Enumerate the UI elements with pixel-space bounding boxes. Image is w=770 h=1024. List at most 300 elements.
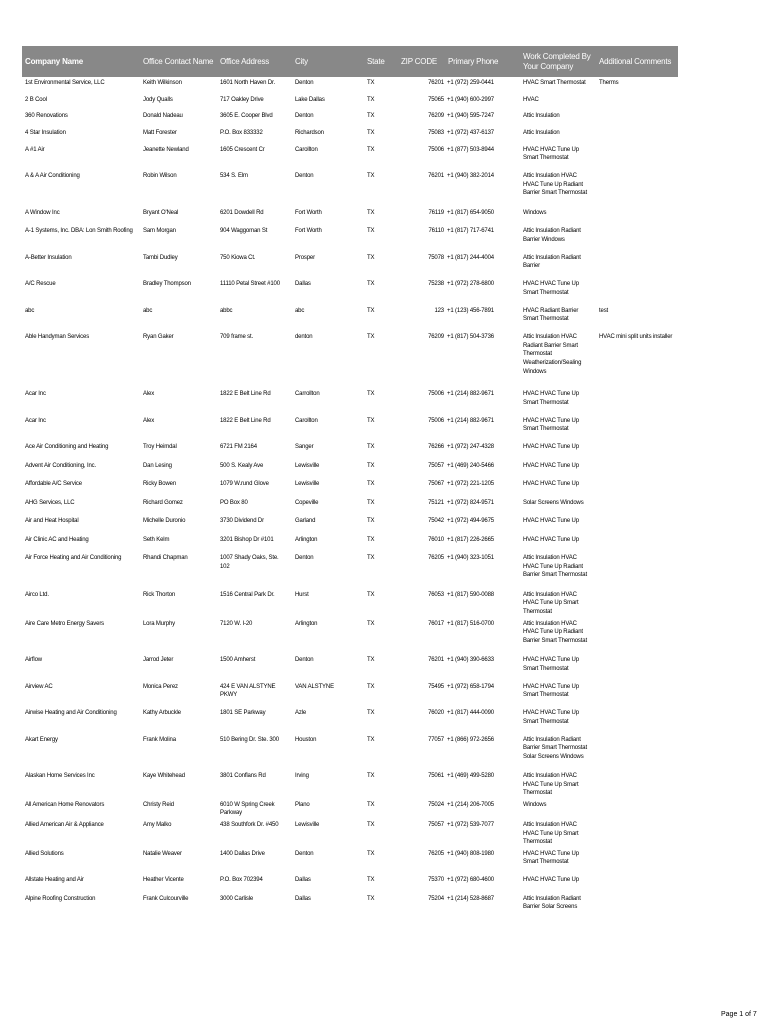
cell-city: Dallas	[295, 877, 311, 884]
cell-phone: +1 (817) 226-2665	[447, 536, 494, 543]
cell-work: HVAC HVAC Tune Up Smart Thermostat	[523, 281, 579, 296]
cell-comments	[596, 225, 678, 252]
cell-company: Airview AC	[25, 683, 53, 690]
cell-work: Attic Insulation HVAC HVAC Tune Up Smart Thermostat	[523, 773, 579, 797]
cell-city: Houston	[295, 736, 317, 743]
table-row	[22, 534, 678, 553]
cell-company: Airflow	[25, 657, 42, 664]
table-body	[22, 77, 678, 919]
cell-phone: +1 (817) 444-0090	[447, 710, 494, 717]
cell-zip: 76266	[428, 444, 444, 451]
cell-company: Allstate Heating and Air	[25, 877, 84, 884]
cell-phone: +1 (817) 590-0088	[447, 591, 494, 598]
cell-city: Dallas	[295, 281, 311, 288]
cell-state: TX	[367, 518, 375, 525]
cell-company: A-1 Systems, Inc. DBA: Lon Smith Roofing	[25, 228, 133, 235]
cell-phone: +1 (877) 503-8944	[447, 146, 494, 153]
cell-state: TX	[367, 173, 375, 180]
cell-phone: +1 (940) 323-1051	[447, 555, 494, 562]
cell-city: Dallas	[295, 895, 311, 902]
cell-company: A & A Air Conditioning	[25, 173, 80, 180]
cell-address: 3000 Carlisle	[220, 895, 254, 902]
cell-state: TX	[367, 773, 375, 780]
cell-comments	[596, 589, 678, 618]
cell-state: TX	[367, 391, 375, 398]
cell-work: Attic Insulation HVAC HVAC Tune Up Smart Thermostat	[523, 591, 579, 615]
cell-work: Solar Screens Windows	[523, 499, 584, 506]
header-phone: Primary Phone	[445, 46, 520, 77]
cell-zip: 75057	[428, 462, 444, 469]
cell-company: 1st Environmental Service, LLC	[25, 80, 105, 86]
cell-company: Airwise Heating and Air Conditioning	[25, 710, 117, 717]
cell-comments	[596, 94, 678, 111]
cell-state: TX	[367, 228, 375, 235]
cell-phone: +1 (866) 972-2656	[447, 736, 494, 743]
cell-work: HVAC Smart Thermostat	[523, 80, 586, 86]
cell-phone: +1 (214) 528-8687	[447, 895, 494, 902]
cell-contact: Rick Thorton	[143, 591, 176, 598]
cell-work: HVAC	[523, 96, 539, 103]
cell-address: 424 E VAN ALSTYNE PKWY	[220, 683, 276, 699]
cell-work: HVAC HVAC Tune Up	[523, 462, 579, 469]
cell-work: Attic Insulation Radiant Barrier	[523, 254, 581, 270]
cell-company: Alpine Roofing Construction	[25, 895, 96, 902]
cell-city: Denton	[295, 80, 314, 86]
cell-address: PO Box 80	[220, 499, 248, 506]
cell-phone: +1 (123) 456-7891	[447, 307, 494, 314]
cell-city: Fort Worth	[295, 209, 322, 216]
cell-zip: 75061	[428, 773, 444, 780]
cell-company: A-Better Insulation	[25, 254, 72, 261]
cell-address: 3605 E. Cooper Blvd	[220, 113, 273, 120]
table-row	[22, 110, 678, 127]
cell-work: HVAC HVAC Tune Up	[523, 444, 579, 451]
table-row	[22, 819, 678, 848]
cell-phone: +1 (972) 539-7077	[447, 822, 494, 828]
cell-comments	[596, 415, 678, 442]
cell-zip: 76053	[428, 591, 444, 598]
cell-state: TX	[367, 281, 375, 288]
cell-contact: Ricky Bowen	[143, 481, 177, 488]
cell-work: Windows	[523, 209, 547, 216]
cell-comments	[596, 515, 678, 534]
cell-company: All American Home Renovators	[25, 801, 105, 808]
contractor-table-sheet	[22, 46, 678, 919]
cell-address: 1400 Dallas Drive	[220, 850, 265, 857]
cell-address: P.O. Box 833332	[220, 130, 263, 137]
cell-zip: 76201	[428, 80, 444, 86]
cell-city: Prosper	[295, 254, 315, 261]
contractor-table	[22, 46, 678, 919]
cell-state: TX	[367, 80, 375, 86]
cell-address: 717 Oakley Drive	[220, 96, 264, 103]
cell-zip: 76205	[428, 850, 444, 857]
cell-city: Denton	[295, 657, 314, 664]
cell-city: Lewisville	[295, 462, 320, 469]
cell-comments	[596, 441, 678, 460]
cell-company: Airco Ltd.	[25, 591, 49, 598]
cell-company: Advent Air Conditioning, Inc.	[25, 462, 97, 469]
cell-contact: Troy Heimdal	[143, 444, 177, 451]
cell-company: Acar Inc	[25, 417, 46, 424]
cell-company: AHG Services, LLC	[25, 499, 75, 506]
cell-zip: 75006	[428, 146, 444, 153]
cell-comments	[596, 819, 678, 848]
cell-comments	[596, 497, 678, 516]
cell-address: 6201 Dowdell Rd	[220, 209, 264, 216]
cell-contact: abc	[143, 307, 153, 314]
cell-work: Attic Insulation HVAC HVAC Tune Up Radiant Barrier Smart Thermostat	[523, 173, 587, 197]
cell-zip: 76110	[428, 228, 444, 235]
cell-company: Affordable A/C Service	[25, 481, 82, 488]
cell-address: abbc	[220, 307, 233, 314]
cell-city: Carollton	[295, 417, 318, 424]
cell-comments	[596, 618, 678, 655]
cell-zip: 75006	[428, 391, 444, 398]
cell-state: TX	[367, 736, 375, 743]
header-comments: Additional Comments	[596, 46, 678, 77]
cell-state: TX	[367, 462, 375, 469]
cell-comments	[596, 799, 678, 819]
cell-work: HVAC HVAC Tune Up Smart Thermostat	[523, 710, 579, 725]
header-city: City	[292, 46, 364, 77]
cell-work: Attic Insulation HVAC HVAC Tune Up Smart Thermostat	[523, 822, 579, 846]
cell-contact: Heather Vicente	[143, 877, 184, 884]
cell-state: TX	[367, 895, 375, 902]
cell-zip: 75078	[428, 254, 444, 261]
cell-contact: Christy Reid	[143, 801, 174, 808]
cell-work: HVAC HVAC Tune Up Smart Thermostat	[523, 850, 579, 866]
cell-work: Windows	[523, 801, 547, 808]
cell-address: 7120 W. I-20	[220, 620, 253, 627]
table-row	[22, 734, 678, 771]
header-state: State	[364, 46, 398, 77]
cell-state: TX	[367, 417, 375, 424]
cell-contact: Michelle Duronio	[143, 518, 186, 525]
cell-address: 6721 FM 2164	[220, 444, 257, 451]
cell-contact: Matt Forester	[143, 130, 177, 137]
cell-phone: +1 (972) 680-4600	[447, 877, 494, 884]
cell-state: TX	[367, 683, 375, 690]
cell-address: 904 Waggoman St	[220, 228, 268, 235]
cell-zip: 75083	[428, 130, 444, 137]
cell-company: A Window Inc	[25, 209, 60, 216]
cell-zip: 75065	[428, 96, 444, 103]
cell-contact: Robin Wilson	[143, 173, 177, 180]
cell-contact: Kathy Arbuckle	[143, 710, 181, 717]
cell-zip: 75238	[428, 281, 444, 288]
cell-company: abc	[25, 307, 35, 314]
table-row	[22, 170, 678, 207]
cell-phone: +1 (972) 437-6137	[447, 130, 494, 137]
cell-state: TX	[367, 481, 375, 488]
cell-address: 1007 Shady Oaks, Ste. 102	[220, 555, 279, 570]
table-row	[22, 441, 678, 460]
cell-comments	[596, 552, 678, 589]
cell-state: TX	[367, 657, 375, 664]
cell-contact: Frank Culcourville	[143, 895, 189, 902]
cell-zip: 76201	[428, 657, 444, 664]
table-row	[22, 207, 678, 226]
cell-zip: 123	[434, 307, 444, 314]
cell-comments	[596, 734, 678, 771]
cell-comments	[596, 388, 678, 415]
cell-work: HVAC Radiant Barrier Smart Thermostat	[523, 307, 579, 323]
cell-contact: Frank Molina	[143, 736, 176, 743]
cell-state: TX	[367, 536, 375, 543]
page-number: Page 1 of 7	[721, 1011, 757, 1018]
table-row	[22, 77, 678, 94]
cell-work: HVAC HVAC Tune Up Smart Thermostat	[523, 657, 579, 672]
cell-zip: 75024	[428, 801, 444, 808]
cell-city: Denton	[295, 173, 314, 180]
cell-contact: Amy Malko	[143, 822, 172, 828]
cell-company: A #1 Air	[25, 146, 45, 153]
cell-work: Attic Insulation	[523, 130, 560, 137]
cell-state: TX	[367, 130, 375, 137]
cell-address: 1801 SE Parkway	[220, 710, 266, 717]
cell-comments	[596, 707, 678, 734]
cell-state: TX	[367, 850, 375, 857]
table-row	[22, 305, 678, 332]
cell-zip: 76119	[428, 209, 444, 216]
header-contact: Office Contact Name	[140, 46, 217, 77]
cell-company: Akart Energy	[25, 736, 58, 743]
cell-city: Richardson	[295, 130, 324, 137]
cell-contact: Alex	[143, 391, 155, 398]
cell-state: TX	[367, 555, 375, 562]
header-address: Office Address	[217, 46, 292, 77]
cell-zip: 75495	[428, 683, 444, 690]
cell-address: 438 Southfork Dr. #450	[220, 822, 279, 828]
cell-contact: Sam Morgan	[143, 228, 176, 235]
cell-work: Attic Insulation HVAC HVAC Tune Up Radiant Barrier Smart Thermostat	[523, 620, 587, 644]
cell-state: TX	[367, 877, 375, 884]
table-row	[22, 331, 678, 388]
cell-work: HVAC HVAC Tune Up	[523, 536, 579, 543]
cell-work: HVAC HVAC Tune Up Smart Thermostat	[523, 146, 579, 162]
cell-address: 1605 Crescent Cr	[220, 146, 265, 153]
cell-contact: Bryant O'Neal	[143, 209, 179, 216]
cell-contact: Monica Perez	[143, 683, 178, 690]
table-row	[22, 94, 678, 111]
table-row	[22, 552, 678, 589]
cell-city: Arlington	[295, 536, 318, 543]
cell-company: 4 Star Insulation	[25, 130, 66, 137]
cell-phone: +1 (940) 382-2014	[447, 173, 494, 180]
cell-phone: +1 (940) 595-7247	[447, 113, 494, 120]
cell-address: 6010 W Spring Creek Parkway	[220, 801, 275, 817]
cell-city: Denton	[295, 850, 314, 857]
cell-city: Arlington	[295, 620, 318, 627]
cell-comments	[596, 893, 678, 920]
cell-city: Denton	[295, 113, 314, 120]
table-row	[22, 770, 678, 799]
cell-address: 750 Kiowa Ct.	[220, 254, 256, 261]
cell-city: Plano	[295, 801, 310, 808]
cell-phone: +1 (972) 278-6800	[447, 281, 494, 288]
cell-comments	[596, 207, 678, 226]
cell-state: TX	[367, 444, 375, 451]
table-row	[22, 388, 678, 415]
cell-phone: +1 (469) 499-5280	[447, 773, 494, 780]
cell-comments	[596, 252, 678, 279]
cell-work: Attic Insulation	[523, 113, 560, 120]
cell-phone: +1 (214) 882-9671	[447, 417, 494, 424]
cell-contact: Donald Nadeau	[143, 113, 183, 120]
cell-address: 1601 North Haven Dr.	[220, 80, 276, 86]
cell-zip: 75042	[428, 518, 444, 525]
cell-company: Ace Air Conditioning and Heating	[25, 444, 109, 451]
cell-comments: Therms	[599, 80, 619, 86]
table-row	[22, 415, 678, 442]
table-row	[22, 848, 678, 875]
cell-work: Attic Insulation Radiant Barrier Solar Screens	[523, 895, 581, 911]
cell-company: 2 B Cool	[25, 96, 47, 103]
cell-address: 1079 W.rund Glove	[220, 481, 269, 488]
cell-company: Able Handyman Services	[25, 334, 90, 341]
cell-phone: +1 (940) 600-2997	[447, 96, 494, 103]
table-row	[22, 799, 678, 819]
cell-work: HVAC HVAC Tune Up Smart Thermostat	[523, 417, 579, 433]
cell-address: 1500 Amherst	[220, 657, 256, 664]
cell-work: HVAC HVAC Tune Up Smart Thermostat	[523, 683, 579, 699]
cell-contact: Ryan Gaker	[143, 334, 174, 341]
cell-city: Carrollton	[295, 391, 320, 398]
cell-work: HVAC HVAC Tune Up	[523, 877, 579, 884]
cell-phone: +1 (972) 494-9675	[447, 518, 494, 525]
cell-company: Allied Solutions	[25, 850, 64, 857]
header-company: Company Name	[22, 46, 140, 77]
header-work: Work Completed By Your Company	[520, 46, 596, 77]
table-row	[22, 515, 678, 534]
cell-work: Attic Insulation HVAC Radiant Barrier Smart Thermostat Weatherization/Sealing Windows	[523, 334, 582, 375]
cell-contact: Bradley Thompson	[143, 281, 191, 288]
cell-city: Lake Dallas	[295, 96, 325, 103]
table-row	[22, 618, 678, 655]
cell-contact: Keith Wilkinson	[143, 80, 182, 86]
cell-zip: 75121	[428, 499, 444, 506]
cell-phone: +1 (214) 882-9671	[447, 391, 494, 398]
cell-address: 3801 Conflans Rd	[220, 773, 266, 780]
cell-state: TX	[367, 307, 375, 314]
table-row	[22, 460, 678, 479]
cell-contact: Rhandi Chapman	[143, 555, 188, 562]
cell-address: 534 S. Elm	[220, 173, 248, 180]
cell-address: P.O. Box 702394	[220, 877, 263, 884]
cell-phone: +1 (972) 658-1794	[447, 683, 494, 690]
cell-city: Hurst	[295, 591, 309, 598]
table-row	[22, 497, 678, 516]
table-row	[22, 252, 678, 279]
table-row	[22, 707, 678, 734]
cell-phone: +1 (817) 516-0700	[447, 620, 494, 627]
cell-comments: test	[599, 307, 609, 314]
cell-address: 1516 Central Park Dr.	[220, 591, 275, 598]
cell-company: Allied American Air & Appliance	[25, 822, 104, 828]
cell-address: 3730 Dividend Dr	[220, 518, 264, 525]
cell-state: TX	[367, 254, 375, 261]
cell-company: Air Force Heating and Air Conditioning	[25, 555, 122, 562]
table-row	[22, 874, 678, 893]
cell-zip: 76209	[428, 113, 444, 120]
cell-work: HVAC HVAC Tune Up	[523, 481, 579, 488]
cell-phone: +1 (940) 808-1980	[447, 850, 494, 857]
cell-work: Attic Insulation Radiant Barrier Smart Thermostat Solar Screens Windows	[523, 736, 587, 760]
cell-state: TX	[367, 96, 375, 103]
cell-address: 709 frame st.	[220, 334, 254, 341]
cell-city: denton	[295, 334, 313, 341]
cell-phone: +1 (972) 221-1205	[447, 481, 494, 488]
table-row	[22, 681, 678, 708]
cell-comments	[596, 770, 678, 799]
cell-phone: +1 (972) 824-9571	[447, 499, 494, 506]
cell-comments: HVAC mini split units installer	[599, 334, 673, 341]
cell-zip: 75006	[428, 417, 444, 424]
cell-zip: 75370	[428, 877, 444, 884]
cell-zip: 76205	[428, 555, 444, 562]
cell-contact: Dan Lesing	[143, 462, 172, 469]
table-header-row	[22, 46, 678, 77]
cell-company: A/C Rescue	[25, 281, 56, 288]
cell-work: HVAC HVAC Tune Up Smart Thermostat	[523, 391, 579, 406]
cell-city: Copeville	[295, 499, 319, 506]
cell-zip: 75204	[428, 895, 444, 902]
cell-zip: 76201	[428, 173, 444, 180]
cell-comments	[596, 681, 678, 708]
cell-state: TX	[367, 822, 375, 828]
table-row	[22, 478, 678, 497]
cell-phone: +1 (972) 259-0441	[447, 80, 494, 86]
cell-company: 360 Renovations	[25, 113, 68, 120]
cell-contact: Natalie Weaver	[143, 850, 182, 857]
cell-contact: Jarrod Jeter	[143, 657, 174, 664]
cell-phone: +1 (469) 240-5466	[447, 462, 494, 469]
cell-contact: Lora Murphy	[143, 620, 176, 627]
cell-zip: 76010	[428, 536, 444, 543]
cell-phone: +1 (817) 654-9050	[447, 209, 494, 216]
cell-state: TX	[367, 113, 375, 120]
cell-phone: +1 (214) 206-7005	[447, 801, 494, 808]
cell-work: Attic Insulation Radiant Barrier Windows	[523, 228, 581, 243]
cell-company: Aire Care Metro Energy Savers	[25, 620, 105, 627]
cell-state: TX	[367, 591, 375, 598]
cell-address: 510 Bering Dr. Ste. 300	[220, 736, 279, 743]
cell-contact: Kaye Whitehead	[143, 773, 185, 780]
cell-city: Irving	[295, 773, 309, 780]
cell-state: TX	[367, 710, 375, 717]
cell-work: Attic Insulation HVAC HVAC Tune Up Radiant Barrier Smart Thermostat	[523, 555, 587, 579]
cell-city: abc	[295, 307, 305, 314]
cell-city: Lewisville	[295, 822, 320, 828]
cell-zip: 76017	[428, 620, 444, 627]
cell-address: 11110 Petal Street #100	[220, 281, 280, 288]
cell-zip: 77057	[428, 736, 444, 743]
cell-work: HVAC HVAC Tune Up	[523, 518, 579, 525]
cell-state: TX	[367, 499, 375, 506]
table-row	[22, 893, 678, 920]
cell-phone: +1 (817) 244-4004	[447, 254, 494, 261]
cell-comments	[596, 848, 678, 875]
cell-city: Fort Worth	[295, 228, 322, 235]
cell-city: Sanger	[295, 444, 314, 451]
cell-comments	[596, 127, 678, 144]
cell-contact: Richard Gomez	[143, 499, 183, 506]
cell-contact: Seth Kelm	[143, 536, 170, 543]
cell-company: Air and Heat Hospital	[25, 518, 79, 525]
cell-state: TX	[367, 209, 375, 216]
cell-state: TX	[367, 801, 375, 808]
